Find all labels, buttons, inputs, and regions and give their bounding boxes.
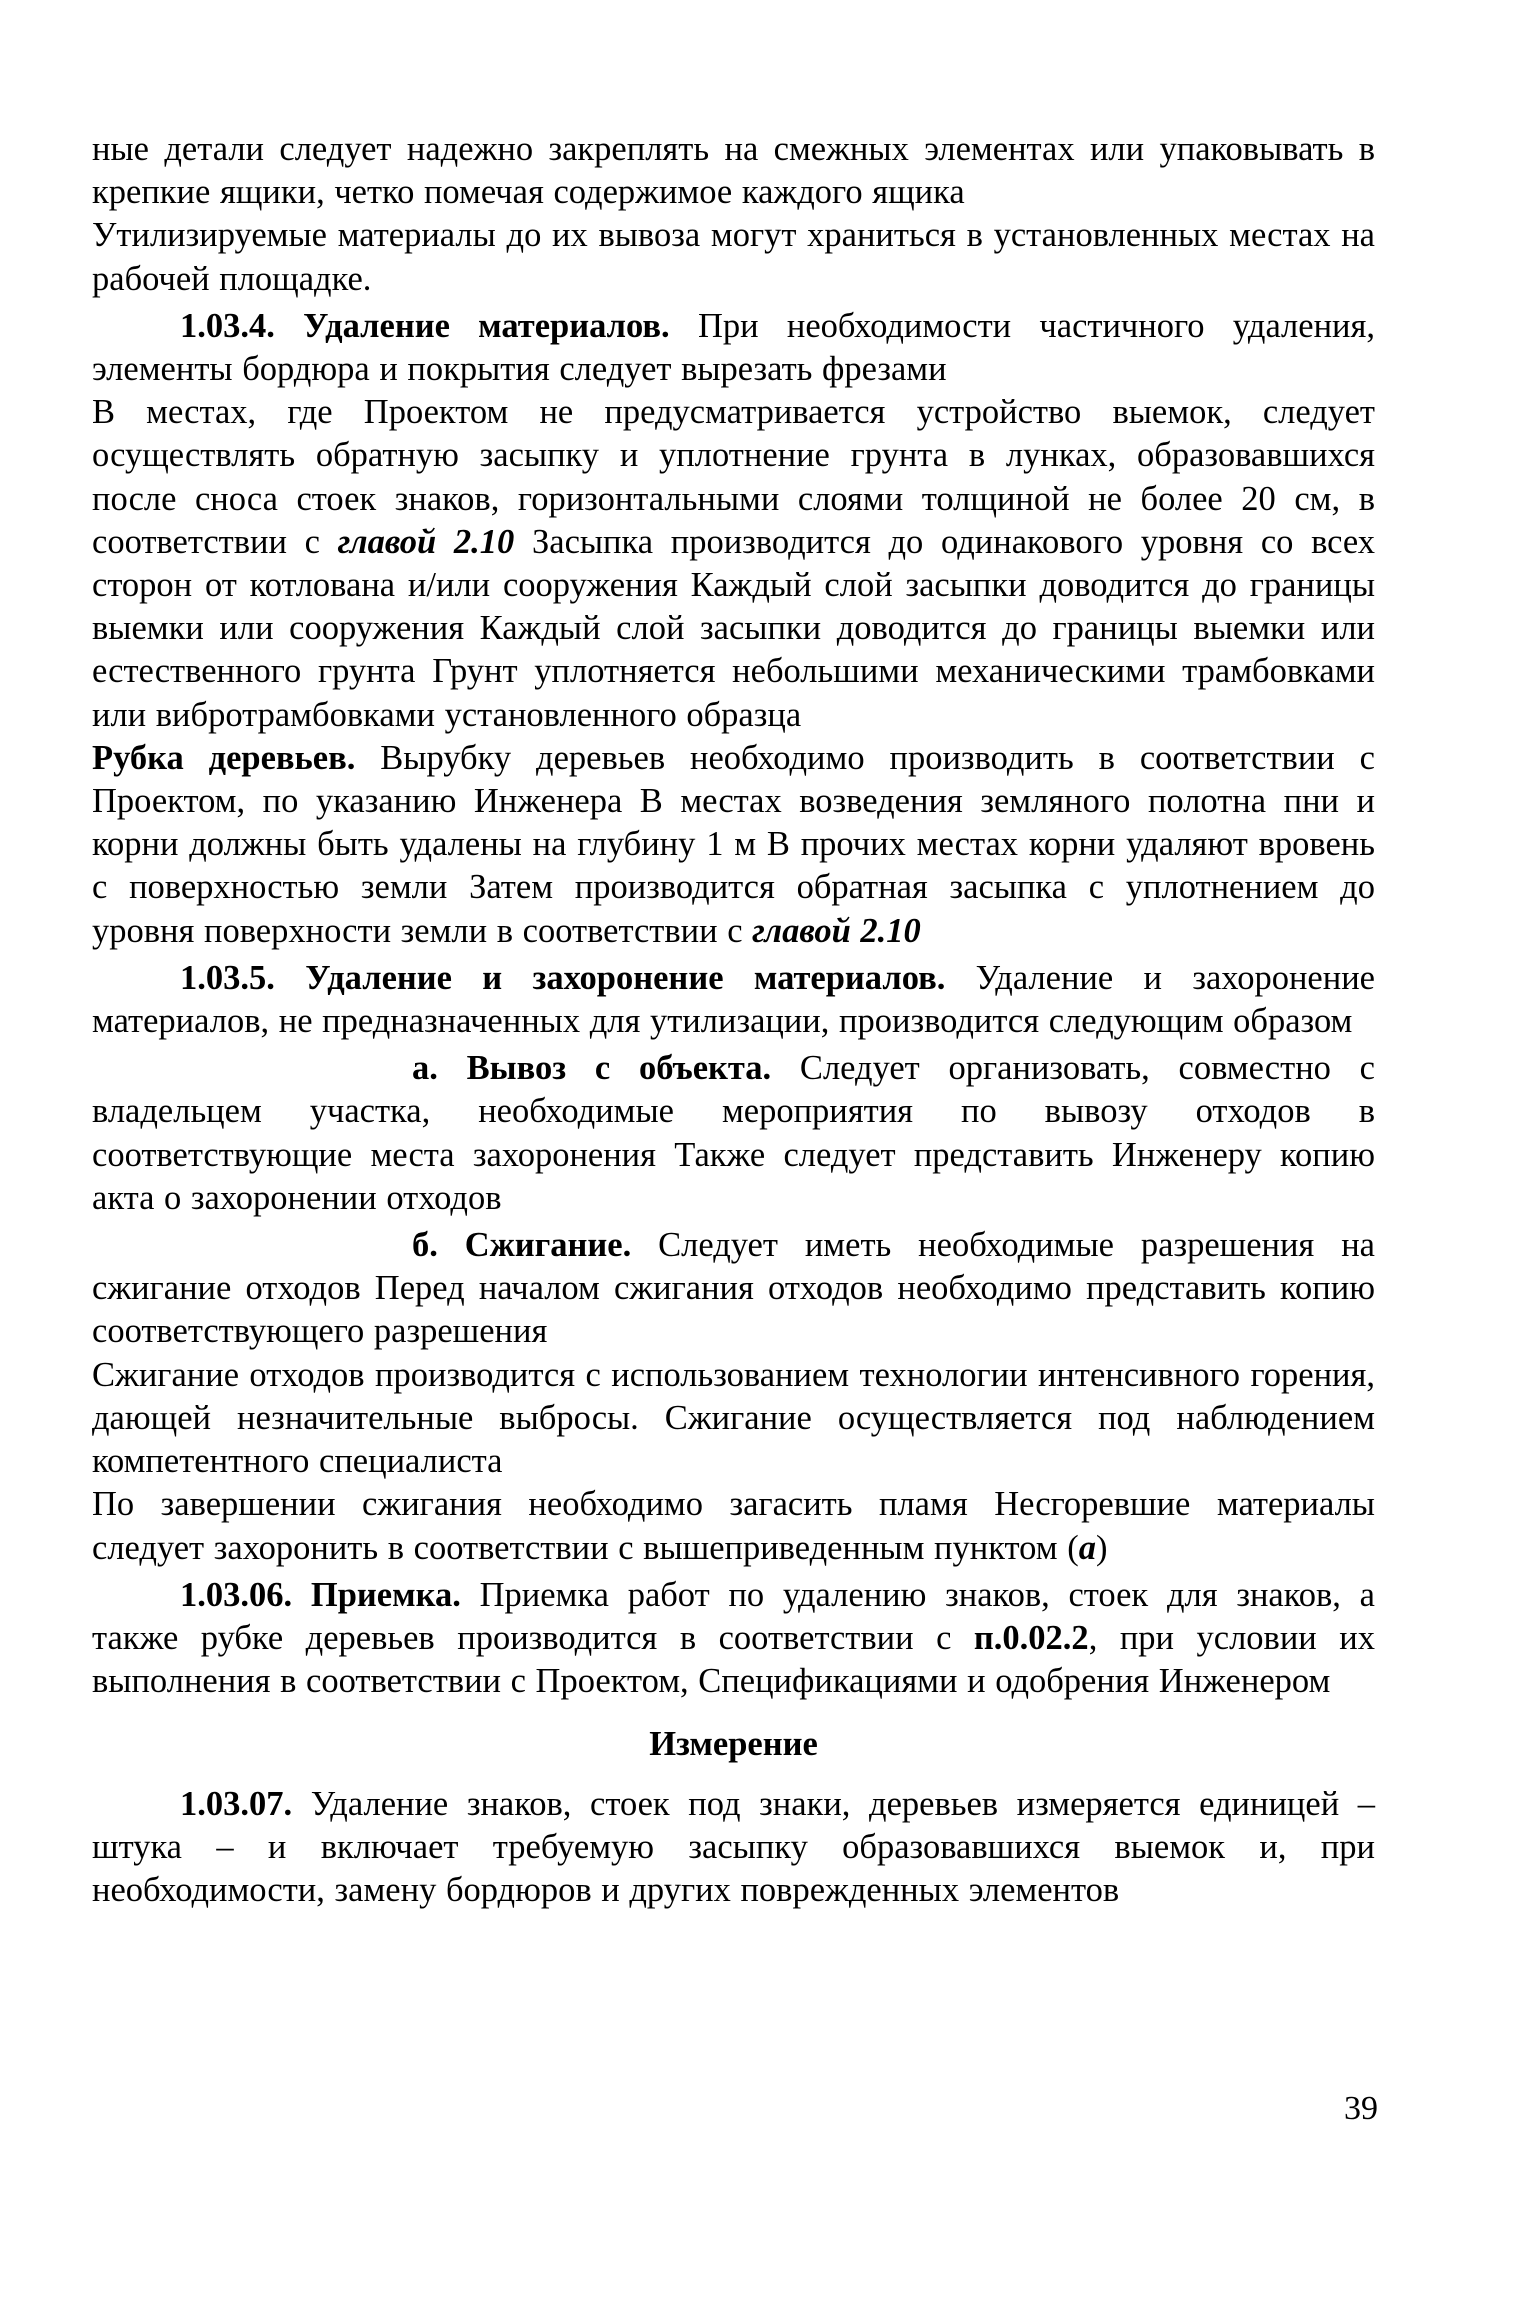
- paragraph-8-text: Следует иметь необходимые разрешения на сжигание отходов Перед началом сжигания отходов необходимо представить копию соответствующего разрешения: [92, 1226, 1375, 1351]
- section-1-03-4-heading: 1.03.4. Удаление материалов.: [180, 306, 670, 345]
- paragraph-8: [92, 1224, 1375, 1354]
- burning-heading: б. Сжигание.: [412, 1226, 632, 1265]
- chapter-reference: главой 2.10: [752, 911, 921, 950]
- paragraph-4: [92, 391, 1375, 737]
- paragraph-12-text: Удаление знаков, стоек под знаки, деревьев измеряется единицей – штука – и включает требуемую засыпку образовавшихся выемок и, при необходимости, замену бордюров и других поврежденных элементов: [92, 1784, 1375, 1909]
- paragraph-9: Сжигание отходов производится с использованием технологии интенсивного горения, дающей незначительные выбросы. Сжигание осуществляется под наблюдением компетентного специалиста: [92, 1355, 1375, 1481]
- paragraph-11: [92, 1574, 1375, 1704]
- tree-felling-heading: Рубка деревьев.: [92, 738, 356, 777]
- paragraph-2: Утилизируемые материалы до их вывоза могут храниться в установленных местах на рабочей площадке.: [92, 216, 1375, 298]
- paragraph-1: ные детали следует надежно закреплять на смежных элементах или упаковывать в крепкие ящики, четко помечая содержимое каждого ящика: [92, 130, 1375, 212]
- chapter-reference: главой 2.10: [337, 522, 515, 561]
- paragraph-11-text-b: , при условии их выполнения в соответствии с Проектом, Спецификациями и одобрения Инженером: [92, 1618, 1376, 1701]
- clause-reference: п.0.02.2: [973, 1618, 1089, 1657]
- paragraph-10: [92, 1483, 1375, 1569]
- section-1-03-5-heading: 1.03.5. Удаление и захоронение материалов.: [180, 958, 946, 997]
- paragraph-10-tail: ): [1095, 1528, 1108, 1567]
- paragraph-3-text: При необходимости частичного удаления, элементы бордюра и покрытия следует вырезать фрезами: [92, 306, 1376, 389]
- measurement-heading: Измерение: [649, 1725, 818, 1764]
- section-1-03-07-heading: 1.03.07.: [180, 1784, 293, 1823]
- paragraph-3: [92, 305, 1375, 391]
- paragraph-12: [92, 1783, 1375, 1913]
- paragraph-7: [92, 1047, 1375, 1220]
- page-number: 39: [1344, 2090, 1378, 2127]
- paragraph-5-text: Вырубку деревьев необходимо производить в соответствии с Проектом, по указанию Инженера В местах возведения земляного полотна пни и корни должны быть удалены на глубину 1 м В прочих местах корни удаляют вровень с поверхностью земли Затем производится обратная засыпка с уплотнением до уровня поверхности земли в соответствии с: [92, 738, 1375, 950]
- paragraph-11-text-a: Приемка работ по удалению знаков, стоек для знаков, а также рубке деревьев производится в соответствии с: [92, 1575, 1375, 1657]
- paragraph-10-text: По завершении сжигания необходимо загасить пламя Несгоревшие материалы следует захоронить в соответствии с вышеприведенным пунктом (: [92, 1485, 1375, 1567]
- paragraph-4-text-a: В местах, где Проектом не предусматривается устройство выемок, следует осуществлять обратную засыпку и уплотнение грунта в лунках, образовавшихся после сноса стоек знаков, горизонтальными слоями толщиной не более 20 см, в соответствии с: [92, 393, 1375, 561]
- paragraph-4-text-b: Засыпка производится до одинакового уровня со всех сторон от котлована и/или сооружения Каждый слой засыпки доводится до границы выемки или сооружения Каждый слой засыпки доводится до границы выемки или естественного грунта Грунт уплотняется небольшими механическими трамбовками или вибротрамбовками установленного образца: [92, 522, 1375, 734]
- paragraph-7-text: Следует организовать, совместно с владельцем участка, необходимые мероприятия по вывозу отходов в соответствующие места захоронения Также следует представить Инженеру копию акта о захоронении отходов: [92, 1049, 1375, 1217]
- removal-heading: а. Вывоз с объекта.: [412, 1049, 772, 1088]
- item-reference: а: [1078, 1528, 1096, 1567]
- paragraph-6-text: Удаление и захоронение материалов, не предназначенных для утилизации, производится следующим образом: [92, 958, 1375, 1041]
- page-body: [92, 128, 1375, 1912]
- paragraph-5: [92, 737, 1375, 953]
- paragraph-6: [92, 957, 1375, 1043]
- section-1-03-06-heading: 1.03.06. Приемка.: [180, 1575, 461, 1614]
